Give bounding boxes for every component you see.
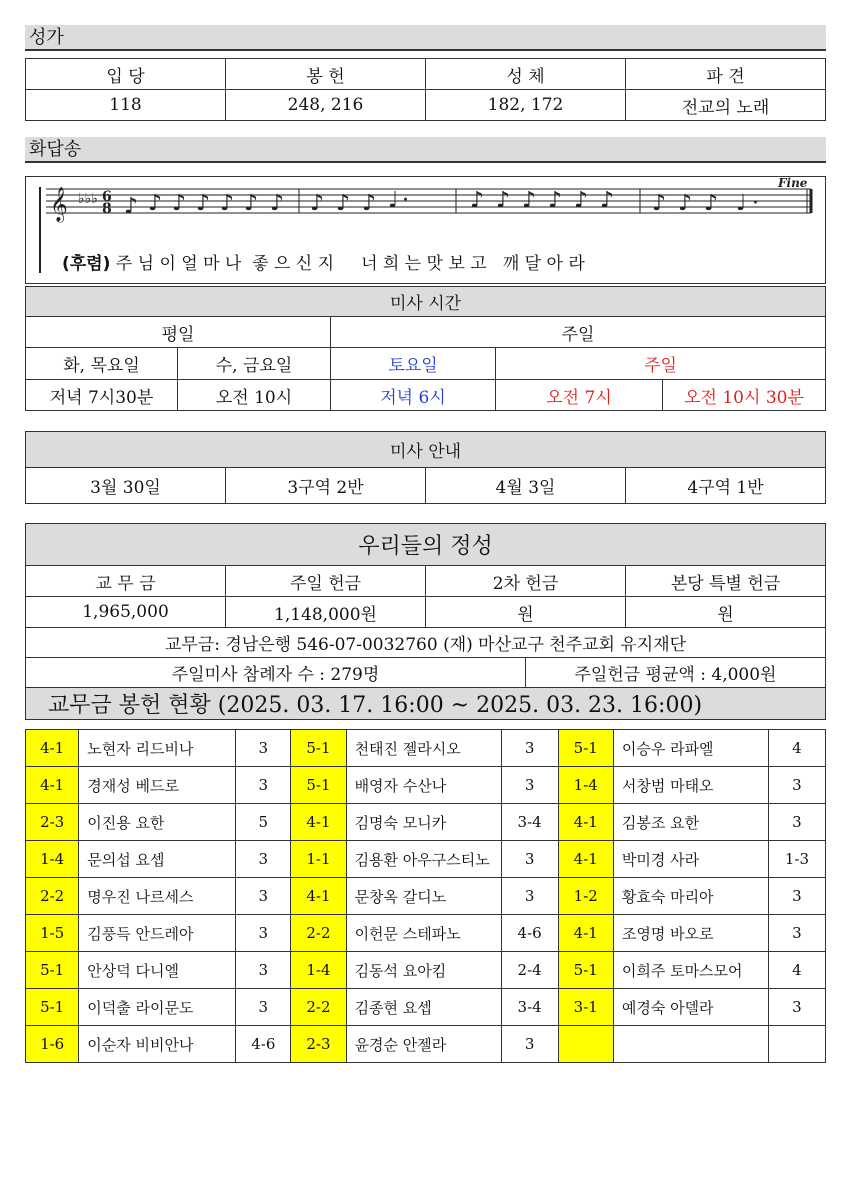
roster-name: 이희주 토마스모어	[613, 952, 768, 989]
roster-count: 3	[236, 730, 291, 767]
roster-name: 문의섭 요셉	[79, 841, 236, 878]
roster-name: 천태진 젤라시오	[346, 730, 501, 767]
hymn-section-title: 성가	[25, 25, 826, 51]
roster-name: 김용환 아우구스티노	[346, 841, 501, 878]
roster-count: 3	[236, 878, 291, 915]
svg-text:𝄞: 𝄞	[50, 187, 68, 222]
table-row	[26, 841, 826, 878]
roster-count: 3	[236, 767, 291, 804]
svg-text:♪: ♪	[600, 188, 615, 213]
roster-count: 3	[236, 841, 291, 878]
roster-name: 이승우 라파엘	[613, 730, 768, 767]
svg-text:♪: ♪	[244, 191, 259, 216]
roster-count: 3	[501, 767, 558, 804]
roster-code: 1-1	[291, 841, 346, 878]
roster-count: 3	[768, 915, 825, 952]
day-saturday: 토요일	[331, 348, 496, 380]
roster-code	[558, 1026, 613, 1063]
roster-code: 4-1	[291, 804, 346, 841]
hymn-header-recessional: 파 견	[626, 59, 826, 90]
svg-text:♪: ♪	[496, 188, 511, 213]
psalm-lyrics-line	[62, 249, 585, 274]
time-wed-fri: 오전 10시	[178, 380, 331, 411]
svg-text:♩: ♩	[736, 191, 747, 216]
svg-text:♪: ♪	[704, 191, 719, 216]
svg-text:♪: ♪	[220, 191, 235, 216]
svg-text:♪: ♪	[678, 191, 693, 216]
table-row	[26, 952, 826, 989]
roster-code: 1-2	[558, 878, 613, 915]
hymn-value-entrance: 118	[26, 90, 226, 121]
guide-district-1: 3구역 2반	[226, 468, 426, 504]
svg-text:8: 8	[102, 201, 112, 217]
roster-name: 안상덕 다니엘	[79, 952, 236, 989]
roster-code: 4-1	[26, 730, 79, 767]
offering-header-special: 본당 특별 헌금	[626, 566, 826, 597]
roster-name: 예경숙 아델라	[613, 989, 768, 1026]
refrain-label: (후렴)	[62, 254, 111, 274]
roster-code: 2-3	[26, 804, 79, 841]
table-row	[26, 878, 826, 915]
roster-name	[613, 1026, 768, 1063]
time-saturday: 저녁 6시	[331, 380, 496, 411]
offering-average: 주일헌금 평균액 : 4,000원	[526, 658, 826, 688]
time-sunday-late: 오전 10시 30분	[663, 380, 826, 411]
roster-count: 4	[768, 730, 825, 767]
roster-name: 이덕출 라이문도	[79, 989, 236, 1026]
roster-code: 1-6	[26, 1026, 79, 1063]
roster-name: 이헌문 스테파노	[346, 915, 501, 952]
roster-name: 문창옥 갈디노	[346, 878, 501, 915]
offering-value-dues: 1,965,000	[26, 597, 226, 628]
roster-count: 3	[236, 989, 291, 1026]
roster-count: 2-4	[501, 952, 558, 989]
roster-code: 4-1	[558, 841, 613, 878]
offering-header-second: 2차 헌금	[426, 566, 626, 597]
svg-text:·: ·	[402, 188, 409, 213]
roster-name: 김봉조 요한	[613, 804, 768, 841]
svg-text:♪: ♪	[336, 191, 351, 216]
roster-count: 3-4	[501, 989, 558, 1026]
roster-code: 5-1	[558, 952, 613, 989]
weekday-label: 평일	[26, 317, 331, 348]
roster-count: 4	[768, 952, 825, 989]
roster-count: 4-6	[236, 1026, 291, 1063]
svg-text:♪: ♪	[522, 188, 537, 213]
guide-date-2: 4월 3일	[426, 468, 626, 504]
offering-value-second: 원	[426, 597, 626, 628]
roster-name: 배영자 수산나	[346, 767, 501, 804]
svg-text:♪: ♪	[362, 191, 377, 216]
hymn-value-recessional: 전교의 노래	[626, 90, 826, 121]
table-row	[26, 804, 826, 841]
roster-name: 노현자 리드비나	[79, 730, 236, 767]
guide-district-2: 4구역 1반	[626, 468, 826, 504]
hymn-value-communion: 182, 172	[426, 90, 626, 121]
sunday-label: 주일	[331, 317, 826, 348]
roster-count: 3	[236, 915, 291, 952]
roster-code: 1-4	[291, 952, 346, 989]
psalm-lyrics: 주 님 이 얼 마 나 좋 으 신 지 너 희 는 맛 보 고 깨 달 아 라	[115, 254, 585, 274]
day-tue-thu: 화, 목요일	[26, 348, 178, 380]
hymn-value-offertory: 248, 216	[226, 90, 426, 121]
roster-name: 이진용 요한	[79, 804, 236, 841]
roster-count: 4-6	[501, 915, 558, 952]
svg-text:♪: ♪	[548, 188, 563, 213]
roster-name: 명우진 나르세스	[79, 878, 236, 915]
svg-text:♪: ♪	[574, 188, 589, 213]
roster-count: 3	[768, 767, 825, 804]
table-row	[26, 915, 826, 952]
roster-count: 3	[236, 952, 291, 989]
svg-text:♪: ♪	[196, 191, 211, 216]
svg-text:♭♭♭: ♭♭♭	[78, 191, 98, 207]
hymn-header-offertory: 봉 헌	[226, 59, 426, 90]
mass-time-table	[25, 286, 826, 411]
svg-text:♪: ♪	[470, 188, 485, 213]
roster-name: 황효숙 마리아	[613, 878, 768, 915]
roster-code: 2-2	[291, 915, 346, 952]
svg-text:♪: ♪	[124, 194, 139, 219]
roster-name: 김풍득 안드레아	[79, 915, 236, 952]
hymn-table	[25, 58, 826, 121]
roster-code: 4-1	[26, 767, 79, 804]
roster-count: 3-4	[501, 804, 558, 841]
account-info: 교무금: 경남은행 546-07-0032760 (재) 마산교구 천주교회 유지재단	[26, 628, 826, 658]
roster-code: 4-1	[558, 915, 613, 952]
psalm-score	[25, 176, 826, 284]
guide-date-1: 3월 30일	[26, 468, 226, 504]
offering-title: 우리들의 정성	[26, 524, 826, 566]
roster-code: 1-4	[26, 841, 79, 878]
svg-text:·: ·	[752, 191, 759, 216]
roster-name: 김동석 요아킴	[346, 952, 501, 989]
roster-code: 5-1	[558, 730, 613, 767]
roster-name: 이순자 비비안나	[79, 1026, 236, 1063]
roster-count: 3	[768, 989, 825, 1026]
offering-header-dues: 교 무 금	[26, 566, 226, 597]
hymn-header-entrance: 입 당	[26, 59, 226, 90]
roster-count: 3	[768, 804, 825, 841]
svg-text:♩: ♩	[388, 188, 399, 213]
roster-count: 1-3	[768, 841, 825, 878]
offering-value-special: 원	[626, 597, 826, 628]
roster-count: 5	[236, 804, 291, 841]
svg-text:♪: ♪	[172, 191, 187, 216]
table-row	[26, 989, 826, 1026]
roster-code: 2-2	[26, 878, 79, 915]
roster-code: 5-1	[26, 989, 79, 1026]
mass-time-title: 미사 시간	[26, 287, 826, 317]
table-row	[26, 1026, 826, 1063]
status-heading	[26, 688, 826, 720]
roster-code: 3-1	[558, 989, 613, 1026]
offering-table	[25, 523, 826, 720]
roster-name: 김종현 요셉	[346, 989, 501, 1026]
roster-code: 2-3	[291, 1026, 346, 1063]
table-row	[26, 730, 826, 767]
time-sunday-early: 오전 7시	[496, 380, 663, 411]
time-tue-thu: 저녁 7시30분	[26, 380, 178, 411]
roster-name: 윤경순 안젤라	[346, 1026, 501, 1063]
roster-count: 3	[501, 730, 558, 767]
roster-name: 서창범 마태오	[613, 767, 768, 804]
fine-mark: Fine	[778, 177, 808, 190]
roster-count: 3	[501, 841, 558, 878]
psalm-section-title: 화답송	[25, 137, 826, 163]
svg-text:♪: ♪	[270, 191, 285, 216]
day-sunday: 주일	[496, 348, 826, 380]
day-wed-fri: 수, 금요일	[178, 348, 331, 380]
roster-code: 1-4	[558, 767, 613, 804]
mass-guide-title: 미사 안내	[26, 432, 826, 468]
svg-text:♪: ♪	[652, 191, 667, 216]
status-period: (2025. 03. 17. 16:00 ~ 2025. 03. 23. 16:00)	[217, 693, 703, 718]
roster-count: 3	[768, 878, 825, 915]
dues-roster-table	[25, 729, 826, 1063]
roster-code: 5-1	[291, 767, 346, 804]
roster-code: 2-2	[291, 989, 346, 1026]
roster-count: 3	[501, 1026, 558, 1063]
roster-code: 5-1	[291, 730, 346, 767]
svg-text:6: 6	[102, 189, 112, 205]
svg-text:♪: ♪	[310, 191, 325, 216]
mass-guide-table	[25, 431, 826, 504]
roster-code: 5-1	[26, 952, 79, 989]
roster-name: 김명숙 모니카	[346, 804, 501, 841]
attendance-count: 주일미사 참례자 수 : 279명	[26, 658, 526, 688]
offering-header-sunday: 주일 헌금	[226, 566, 426, 597]
roster-code: 4-1	[558, 804, 613, 841]
roster-code: 4-1	[291, 878, 346, 915]
svg-text:♪: ♪	[148, 191, 163, 216]
hymn-header-communion: 성 체	[426, 59, 626, 90]
offering-value-sunday: 1,148,000원	[226, 597, 426, 628]
roster-code: 1-5	[26, 915, 79, 952]
roster-count	[768, 1026, 825, 1063]
roster-name: 조영명 바오로	[613, 915, 768, 952]
roster-name: 박미경 사라	[613, 841, 768, 878]
table-row	[26, 767, 826, 804]
status-title: 교무금 봉헌 현황	[48, 693, 211, 718]
roster-count: 3	[501, 878, 558, 915]
roster-name: 경재성 베드로	[79, 767, 236, 804]
